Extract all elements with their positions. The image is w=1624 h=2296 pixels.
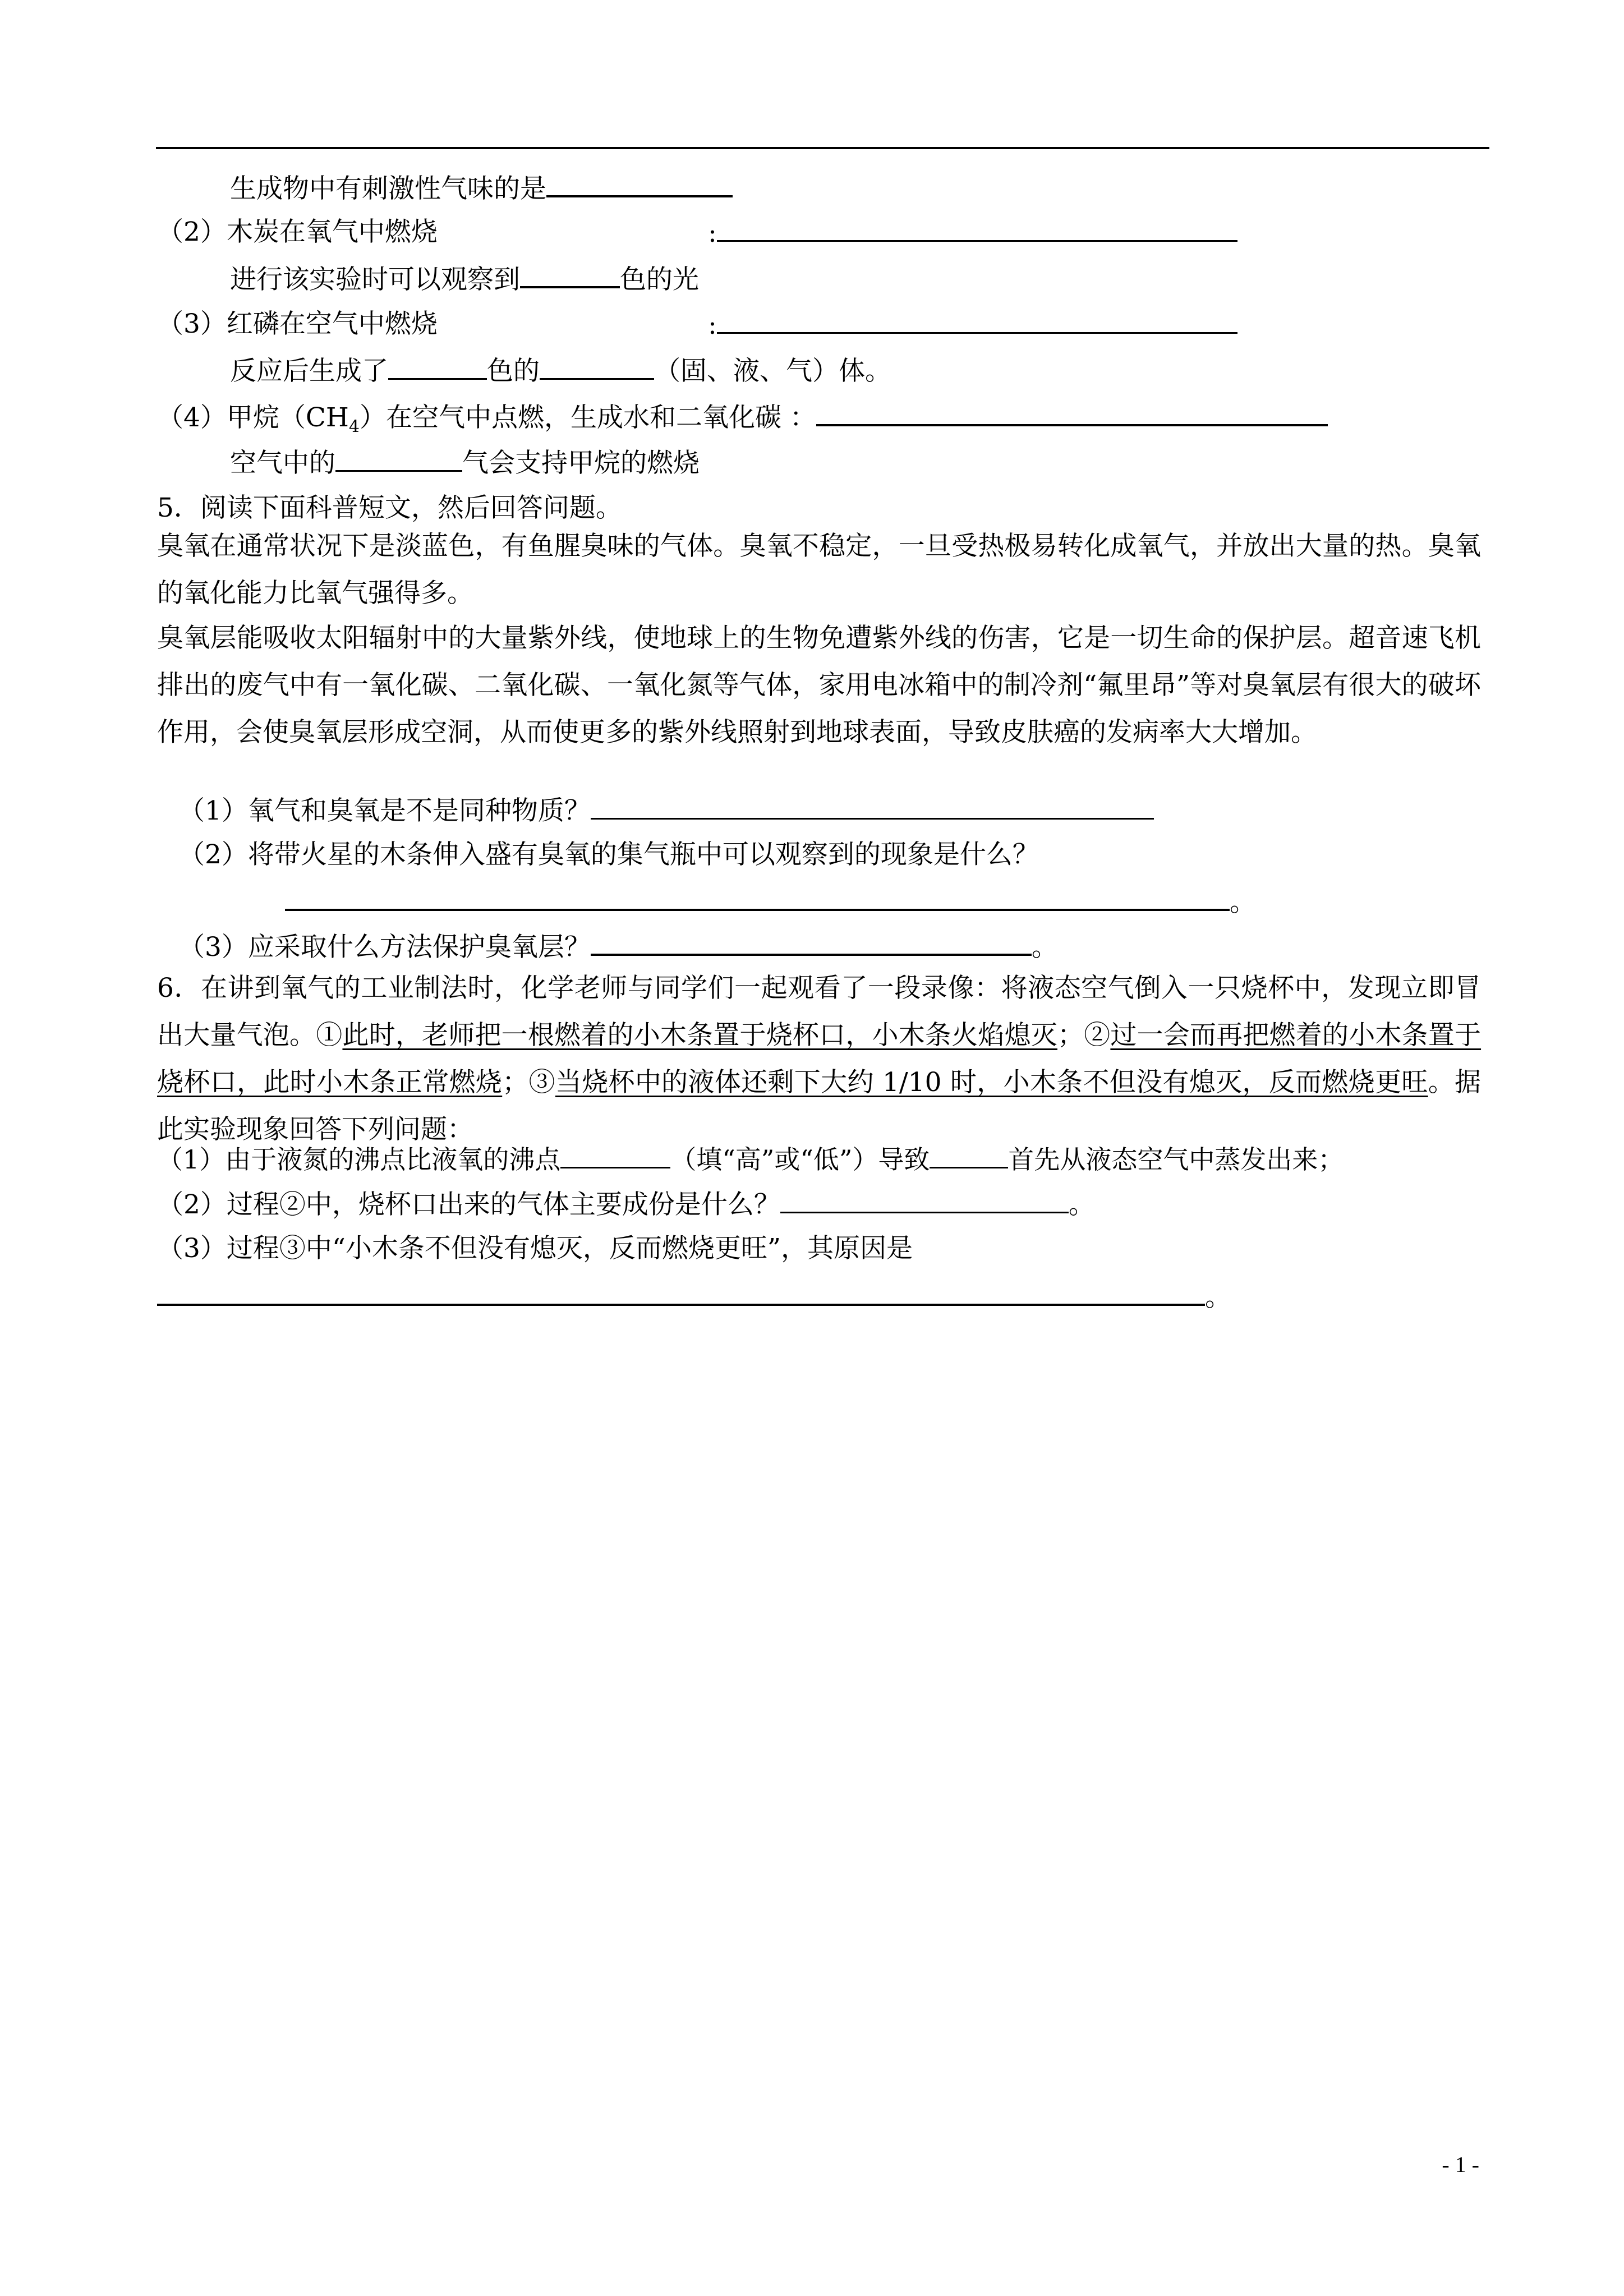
q4-pungent-line: 生成物中有刺激性气味的是 (230, 171, 733, 206)
q4-item3-line: （3）红磷在空气中燃烧 (157, 309, 438, 339)
q6-sub1: （1）由于液氮的沸点比液氧的沸点 （填“高”或“低”）导致 首先从液态空气中蒸发出来； (157, 1142, 1344, 1176)
answer-blank[interactable] (717, 307, 1237, 334)
q4-item4-air: 空气中的 气会支持甲烷的燃烧 (230, 445, 700, 480)
q5-paragraph-1: 臭氧在通常状况下是淡蓝色，有鱼腥臭味的气体。臭氧不稳定，一旦受热极易转化成氧气，并放出大量的热。臭氧的氧化能力比氧气强得多。 (157, 531, 1481, 609)
q5-title: 5．阅读下面科普短文，然后回答问题。 (157, 493, 622, 523)
answer-blank[interactable] (335, 445, 462, 472)
answer-blank[interactable] (591, 793, 1154, 820)
answer-blank[interactable] (540, 353, 654, 380)
answer-blank[interactable] (560, 1142, 670, 1168)
answer-blank[interactable] (388, 353, 487, 380)
q5-sub3: （3）应采取什么方法保护臭氧层？ 。 (178, 929, 1058, 964)
answer-blank[interactable] (717, 215, 1237, 242)
q6-sub3-answer: 。 (157, 1279, 1231, 1314)
answer-blank[interactable] (546, 171, 733, 197)
answer-blank[interactable] (285, 884, 1230, 911)
q5-sub1: （1）氧气和臭氧是不是同种物质？ (178, 793, 1154, 828)
answer-blank[interactable] (591, 929, 1032, 956)
q4-item3-product: 反应后生成了 色的 （固、液、气）体。 (230, 353, 891, 388)
page-number: - 1 - (1442, 2152, 1479, 2177)
answer-blank[interactable] (520, 261, 620, 288)
q6-sub3: （3）过程③中“小木条不但没有熄灭，反而燃烧更旺”，其原因是 (157, 1233, 913, 1264)
q4-item2-line: （2）木炭在氧气中燃烧 (157, 217, 438, 247)
q4-item3-answer: : (708, 307, 1237, 342)
q4-item2-observe: 进行该实验时可以观察到 色的光 (230, 261, 699, 297)
q5-sub2-answer: 。 (285, 884, 1256, 919)
q4-item4-line: （4）甲烷$(CH_4)$在空气中点燃，生成水和二氧化碳 ： (157, 399, 1328, 444)
answer-blank[interactable] (780, 1187, 1069, 1213)
answer-blank[interactable] (930, 1142, 1008, 1168)
answer-blank[interactable] (157, 1279, 1205, 1306)
header-rule (156, 147, 1489, 149)
q6-paragraph: 6．在讲到氧气的工业制法时，化学老师与同学们一起观看了一段录像：将液态空气倒入一只烧杯中，发现立即冒出大量气泡。①此时，老师把一根燃着的小木条置于烧杯口，小木条火焰熄灭；②过一会而再把燃着的小木条置于烧杯口，此时小木条正常燃烧；③当烧杯中的液体还剩下大约 1/10 时，小木条不但没有熄灭，反而燃烧更旺。据此实验现象回答下列问题： (157, 973, 1482, 1145)
q5-paragraph-2: 臭氧层能吸收太阳辐射中的大量紫外线，使地球上的生物免遭紫外线的伤害，它是一切生命的保护层。超音速飞机排出的废气中有一氧化碳、二氧化碳、一氧化氮等气体，家用电冰箱中的制冷剂“氟里昂”等对臭氧层有很大的破坏作用，会使臭氧层形成空洞，从而使更多的紫外线照射到地球表面，导致皮肤癌的发病率大大增加。 (157, 623, 1481, 748)
q6-sub2: （2）过程②中，烧杯口出来的气体主要成份是什么？ 。 (157, 1187, 1095, 1222)
answer-blank[interactable] (816, 399, 1328, 426)
q5-sub2: （2）将带火星的木条伸入盛有臭氧的集气瓶中可以观察到的现象是什么？ (178, 839, 1039, 870)
q4-item2-answer: : (708, 215, 1237, 250)
